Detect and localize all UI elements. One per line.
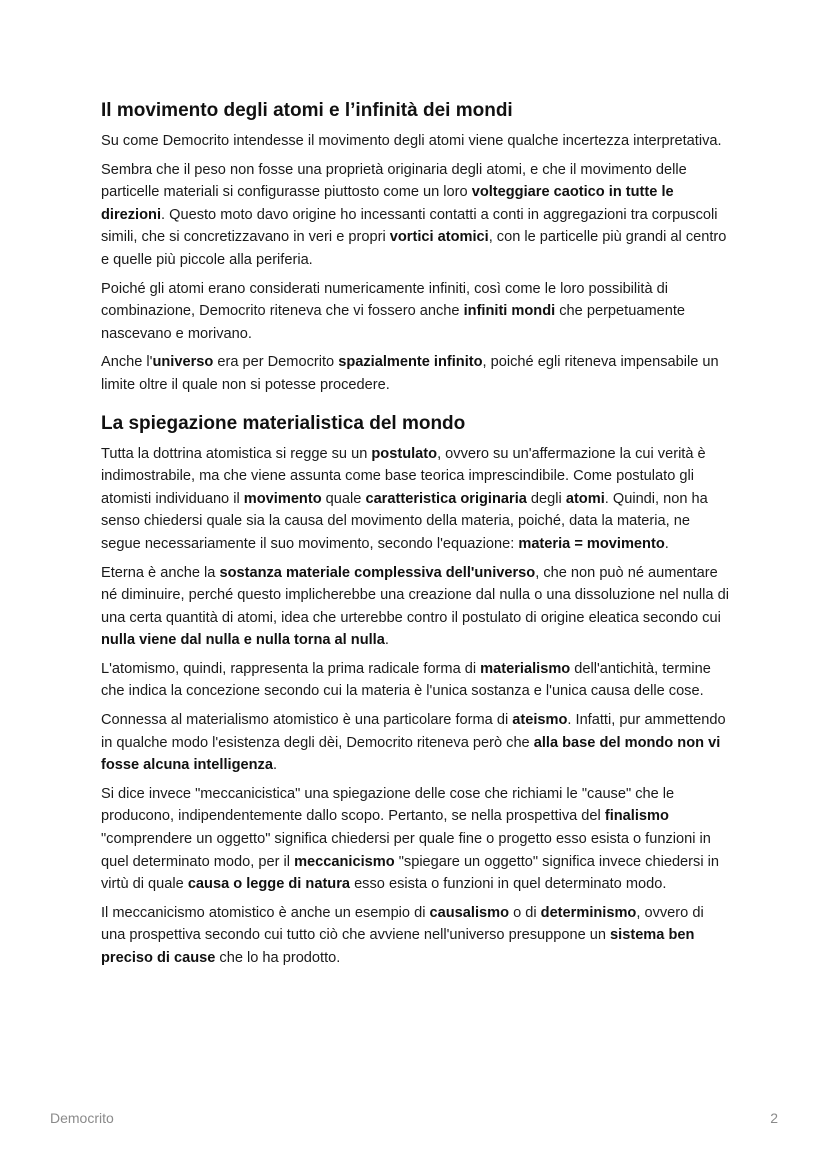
bold-term: volteggiare caotico in tutte le direzioni bbox=[101, 184, 674, 223]
paragraph bbox=[101, 351, 731, 396]
text-run: L'atomismo, quindi, rappresenta la prima radicale forma di bbox=[101, 660, 481, 677]
text-run: "spiegare un oggetto" significa invece chiedersi in virtù di quale bbox=[101, 853, 719, 893]
bold-term: materialismo bbox=[480, 660, 571, 677]
text-run: . bbox=[664, 535, 669, 552]
text-run: quale bbox=[321, 490, 366, 507]
bold-term: meccanicismo bbox=[294, 853, 395, 870]
text-run: , poiché egli riteneva impensabile un limite oltre il quale non si potesse procedere. bbox=[101, 354, 719, 393]
text-run: degli bbox=[526, 490, 566, 507]
bold-term: finalismo bbox=[604, 808, 669, 825]
paragraph bbox=[101, 443, 731, 556]
bold-term: movimento bbox=[243, 490, 322, 507]
text-run: era per Democrito bbox=[213, 354, 339, 371]
text-run: che lo ha prodotto. bbox=[215, 950, 341, 966]
document-body bbox=[101, 98, 731, 976]
bold-term: caratteristica originaria bbox=[365, 490, 527, 507]
bold-term: universo bbox=[152, 354, 214, 371]
bold-term: materia = movimento bbox=[518, 535, 665, 552]
bold-term: spazialmente infinito bbox=[338, 354, 483, 371]
text-run: Sembra che il peso non fosse una proprietà originaria degli atomi, e che il movimento delle particelle materiali si configurasse piuttosto come un loro bbox=[101, 161, 687, 201]
bold-term: postulato bbox=[371, 445, 438, 462]
bold-term: nulla viene dal nulla e nulla torna al nulla bbox=[101, 632, 385, 649]
text-run: Tutta la dottrina atomistica si regge su un bbox=[101, 445, 372, 462]
text-run: Connessa al materialismo atomistico è una particolare forma di bbox=[101, 712, 513, 729]
bold-term: alla base del mondo non vi fosse alcuna intelligenza bbox=[101, 734, 721, 774]
bold-term: infiniti mondi bbox=[463, 303, 556, 320]
bold-term: determinismo bbox=[540, 904, 637, 921]
text-run: . Quindi, non ha senso chiedersi quale sia la causa del movimento della materia, poiché, data la materia, ne segue necessariamente il suo movimento, secondo l'equazione: bbox=[101, 490, 708, 552]
text-run: che perpetuamente nascevano e morivano. bbox=[101, 303, 686, 342]
paragraph bbox=[101, 658, 731, 703]
bold-term: sostanza materiale complessiva dell'universo bbox=[219, 564, 536, 581]
text-run: Si dice invece "meccanicistica" una spiegazione delle cose che richiami le "cause" che le producono, indipendentemente dallo scopo. Pertanto, se nella prospettiva del bbox=[101, 785, 675, 825]
text-run: . Infatti, pur ammettendo in qualche modo l'esistenza degli dèi, Democrito riteneva però che bbox=[101, 712, 726, 751]
bold-term: sistema ben preciso di cause bbox=[101, 927, 695, 966]
text-run: , con le particelle più grandi al centro e quelle più piccole alla periferia. bbox=[101, 229, 727, 268]
text-run: Eterna è anche la bbox=[101, 564, 220, 581]
text-run: o di bbox=[509, 904, 541, 921]
text-run: , ovvero di una prospettiva secondo cui tutto ciò che avviene nell'universo presuppone un bbox=[101, 904, 704, 944]
paragraph bbox=[101, 562, 731, 652]
section-heading: La spiegazione materialistica del mondo bbox=[101, 412, 466, 434]
text-run: esso esista o funzioni in quel determinato modo. bbox=[350, 876, 667, 893]
text-run: Anche l' bbox=[101, 354, 153, 371]
bold-term: ateismo bbox=[512, 712, 568, 729]
text-run: Poiché gli atomi erano considerati numericamente infiniti, così come le loro possibilità di combinazione, Democrito riteneva che vi fossero anche bbox=[101, 280, 668, 320]
text-run: . Questo moto davo origine ho incessanti contatti a conti in aggregazioni tra corpuscoli simili, che si concretizzavano in veri e propri bbox=[101, 206, 718, 246]
text-run: dell'antichità, termine che indica la concezione secondo cui la materia è l'unica sostanza e l'unica causa delle cose. bbox=[101, 660, 711, 700]
footer-title: Democrito bbox=[50, 1110, 114, 1126]
section-heading: Il movimento degli atomi e l’infinità dei mondi bbox=[101, 100, 513, 121]
bold-term: causalismo bbox=[429, 904, 510, 921]
text-run: "comprendere un oggetto" significa chiedersi per quale fine o progetto esso esista o funzioni in quel determinato modo, per il bbox=[101, 831, 711, 870]
page-number: 2 bbox=[770, 1110, 778, 1126]
paragraph bbox=[101, 159, 731, 272]
bold-term: causa o legge di natura bbox=[187, 876, 351, 893]
bold-term: vortici atomici bbox=[389, 229, 489, 246]
text-run: , che non può né aumentare né diminuire, perché questo implicherebbe una creazione dal nulla o una dissoluzione nel nulla di una certa quantità di atomi, idea che urterebbe contro il postulato di origine eleatica secondo cui bbox=[101, 564, 729, 626]
paragraph bbox=[101, 709, 731, 777]
text-run: , ovvero su un'affermazione la cui verità è indimostrabile, ma che viene assunta come base teorica imprescindibile. Come postulato gli atomisti individuano il bbox=[101, 445, 706, 507]
text-run: . bbox=[272, 757, 277, 774]
paragraph bbox=[101, 130, 731, 153]
text-run: Il meccanicismo atomistico è anche un esempio di bbox=[101, 904, 430, 921]
paragraph bbox=[101, 902, 731, 970]
text-run: . bbox=[384, 632, 389, 649]
paragraph bbox=[101, 783, 731, 896]
paragraph bbox=[101, 278, 731, 346]
bold-term: atomi bbox=[565, 490, 605, 507]
text-run: Su come Democrito intendesse il movimento degli atomi viene qualche incertezza interpretativa. bbox=[101, 133, 722, 149]
